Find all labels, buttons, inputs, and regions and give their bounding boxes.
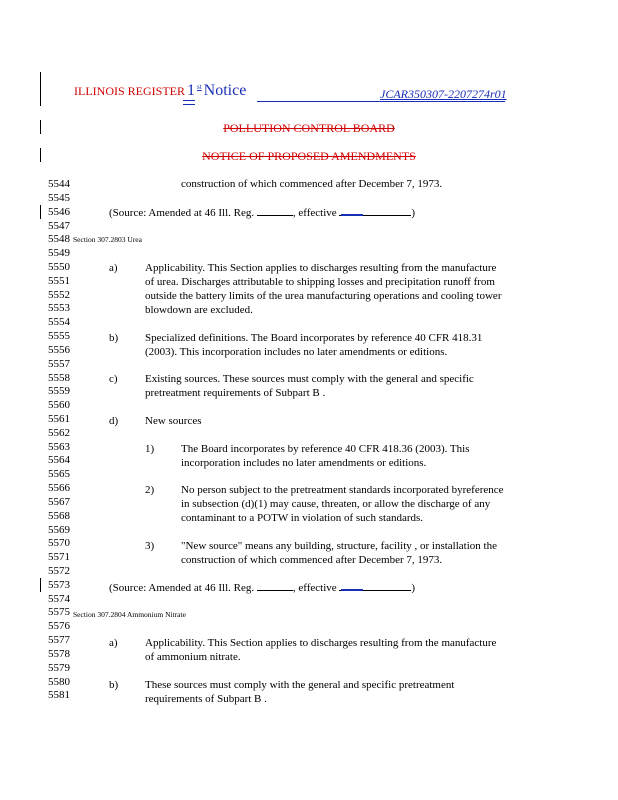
- line-5544: construction of which commenced after December 7, 1973.: [181, 178, 443, 190]
- line-number: 5566: [48, 482, 70, 494]
- line-number: 5576: [48, 620, 70, 633]
- line-number: 5555: [48, 330, 70, 342]
- paragraph-line: construction of which commenced after December 7, 1973.: [181, 554, 443, 566]
- line-number: 5553: [48, 302, 70, 315]
- line-number: 5568: [48, 509, 70, 522]
- paragraph-line: outside the battery limits of the urea manufacturing operations and cooling tower: [145, 290, 502, 302]
- jcar-code: JCAR350307-2207274r01: [380, 87, 507, 101]
- paragraph-line: in subsection (d)(1) may cause, threaten, or allow the discharge of any: [181, 498, 491, 510]
- change-bar: [40, 578, 41, 592]
- line-number: 5574: [48, 592, 70, 605]
- item-label: b): [109, 332, 119, 344]
- line-number: 5560: [48, 399, 70, 412]
- line-number: 5572: [48, 565, 70, 577]
- notice-label: Notice: [203, 82, 247, 99]
- line-number: 5581: [48, 689, 70, 702]
- source-note: [109, 205, 415, 220]
- effective-text: , effective: [292, 582, 340, 594]
- paragraph-line: The Board incorporates by reference 40 CFR 418.36 (2003). This: [181, 443, 470, 455]
- line-number: 5563: [48, 440, 70, 453]
- item-label: a): [109, 262, 118, 274]
- change-bar: [40, 72, 41, 106]
- paragraph-line: "New source" means any building, structure, facility , or installation the: [181, 540, 497, 552]
- line-number: 5545: [48, 191, 70, 204]
- effective-text: , effective: [292, 207, 340, 219]
- line-number: 5549: [48, 247, 70, 260]
- line-number: 5565: [48, 468, 70, 481]
- paragraph-line: These sources must comply with the general and specific pretreatment: [145, 679, 455, 691]
- paragraph-line: Applicability. This Section applies to discharges resulting from the manufacture: [145, 262, 497, 274]
- line-number: 5556: [48, 343, 70, 356]
- paragraph-line: of ammonium nitrate.: [145, 651, 241, 663]
- notice-superscript: st: [197, 82, 202, 91]
- register-label: ILLINOIS REGISTER: [74, 84, 185, 98]
- register-blank: [257, 580, 293, 591]
- source-close: ): [411, 207, 416, 219]
- item-label: b): [109, 679, 119, 691]
- paragraph-line: requirements of Subpart B .: [145, 693, 267, 705]
- page-header: [74, 82, 246, 102]
- register-blank: [257, 205, 293, 216]
- line-number: 5579: [48, 661, 70, 674]
- line-number: 5578: [48, 647, 70, 660]
- line-number: 5557: [48, 357, 70, 370]
- line-number: 5564: [48, 454, 70, 467]
- source-close: ): [411, 582, 416, 594]
- notice-double-underline: [183, 100, 195, 105]
- item-label: a): [109, 637, 118, 649]
- line-number: 5575: [48, 606, 70, 619]
- paragraph-line: blowdown are excluded.: [145, 304, 253, 316]
- line-number: 5567: [48, 495, 70, 508]
- subitem-label: 3): [145, 540, 155, 552]
- line-number: 5569: [48, 523, 70, 536]
- line-number: 5577: [48, 634, 70, 647]
- line-number: 5551: [48, 274, 70, 287]
- board-title: POLLUTION CONTROL BOARD: [223, 121, 395, 135]
- line-number: 5548: [48, 233, 70, 246]
- section-heading-2804: Section 307.2804 Ammonium Nitrate: [73, 610, 186, 619]
- notice-title: NOTICE OF PROPOSED AMENDMENTS: [202, 149, 416, 163]
- line-number: 5558: [48, 371, 70, 384]
- item-label: c): [109, 373, 118, 385]
- line-number: 5571: [48, 551, 70, 564]
- change-bar: [40, 205, 41, 219]
- line-number: 5552: [48, 288, 70, 301]
- paragraph-line: incorporation includes no later amendments or editions.: [181, 457, 427, 469]
- paragraph-line: No person subject to the pretreatment standards incorporated byreference: [181, 484, 504, 496]
- paragraph-line: New sources: [145, 415, 202, 427]
- subitem-label: 1): [145, 443, 155, 455]
- paragraph-line: of urea. Discharges attributable to shipping losses and precipitation runoff from: [145, 276, 495, 288]
- source-note: [109, 580, 415, 595]
- line-number: 5573: [48, 578, 70, 591]
- paragraph-line: Specialized definitions. The Board incorporates by reference 40 CFR 418.31: [145, 332, 483, 344]
- line-number: 5554: [48, 316, 70, 329]
- section-heading-2803: Section 307.2803 Urea: [73, 235, 142, 244]
- line-number: 5562: [48, 426, 70, 439]
- paragraph-line: contaminant to a POTW in violation of such standards.: [181, 512, 424, 524]
- subitem-label: 2): [145, 484, 155, 496]
- line-number: 5580: [48, 675, 70, 688]
- line-number: 5561: [48, 412, 70, 425]
- notice-number: 1: [187, 82, 195, 99]
- line-number: 5547: [48, 219, 70, 232]
- line-number: 5546: [48, 205, 70, 218]
- line-number: 5559: [48, 385, 70, 398]
- paragraph-line: Existing sources. These sources must comply with the general and specific: [145, 373, 474, 385]
- paragraph-line: (2003). This incorporation includes no later amendments or editions.: [145, 346, 448, 358]
- line-number: 5570: [48, 537, 70, 550]
- paragraph-line: pretreatment requirements of Subpart B .: [145, 387, 326, 399]
- item-label: d): [109, 415, 119, 427]
- line-number: 5550: [48, 260, 70, 273]
- source-text: (Source: Amended at 46 Ill. Reg.: [109, 582, 257, 594]
- line-number: 5544: [48, 178, 70, 190]
- source-text: (Source: Amended at 46 Ill. Reg.: [109, 207, 257, 219]
- effective-blank: [339, 580, 411, 591]
- effective-blank: [339, 205, 411, 216]
- paragraph-line: Applicability. This Section applies to discharges resulting from the manufacture: [145, 637, 497, 649]
